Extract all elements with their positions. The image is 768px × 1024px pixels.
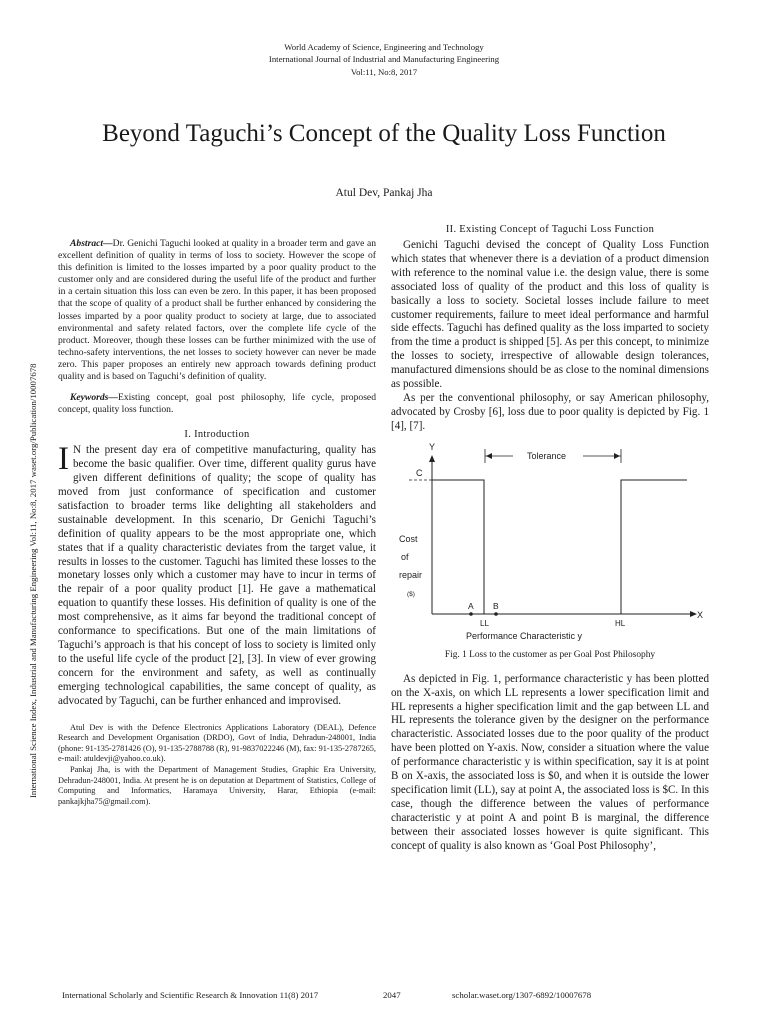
footer-url: scholar.waset.org/1307-6892/10007678 xyxy=(452,990,592,1000)
abstract xyxy=(58,238,376,383)
keywords xyxy=(58,392,376,416)
footnote-author-1: Atul Dev is with the Defence Electronics Applications Laboratory (DEAL), Defence Research and Development Organisation (DRDO), Govt of India, Dehradun-248001, India (phone: 91-135-2781426 (O), 91-135-2788788 (R), 91-9837022246 (M), fax: 91-135-2787265, e-mail: atuldevji@yahoo.co.uk). xyxy=(58,722,376,764)
hl-label: HL xyxy=(615,618,626,628)
y-axis-letter: Y xyxy=(429,441,436,452)
cost-label-line-1: Cost xyxy=(399,533,418,544)
footnote-author-2: Pankaj Jha, is with the Department of Management Studies, Graphic Era University, Dehradun-248001, India. At present he is on deputation at Department of Statistics, College of Computing and Informatics, Haramaya University, Harar, Ethiopia (e-mail: pankajkjha75@gmail.com). xyxy=(58,764,376,806)
point-a-label: A xyxy=(468,600,474,611)
abstract-label: Abstract xyxy=(70,238,104,249)
x-axis-letter: X xyxy=(697,609,704,620)
x-axis-title: Performance Characteristic y xyxy=(466,630,583,641)
cost-label-line-2: of xyxy=(401,551,409,562)
keywords-text: Existing concept, goal post philosophy, life cycle, proposed concept, quality loss function. xyxy=(58,392,376,416)
introduction-heading: I. Introduction xyxy=(184,429,250,441)
point-b-label: B xyxy=(493,600,499,611)
point-a-marker xyxy=(469,612,473,616)
journal-header xyxy=(0,41,768,78)
introduction-paragraph xyxy=(58,441,376,708)
figure-1-caption: Fig. 1 Loss to the customer as per Goal Post Philosophy xyxy=(444,649,656,660)
point-b-marker xyxy=(494,612,498,616)
keywords-dash: — xyxy=(108,392,118,404)
goal-post-diagram xyxy=(391,440,709,650)
tolerance-arrowhead-right xyxy=(614,453,620,459)
right-column xyxy=(391,224,709,853)
existing-concept-paragraph-3: As depicted in Fig. 1, performance characteristic y has been plotted on the X-axis, on which LL represents a lower specification limit and HL represents a higher specification limit and the gap between LL and HL represents the tolerance given by the designer on the performance characteristic. Associated losses due to the poor quality of the product have been plotted on Y-axis. Now, consider a situation where the value of performance characteristic y is within specification, say it is at point B on X-axis, the associated loss is $0, and when it is outside the lower specification limit (LL), say at point A, the associated loss is $C. In this case, though the difference between the values of performance characteristic y at point A and point B is marginal, the difference between their associated losses however is quite significant. This concept of quality is also known as ‘Goal Post Philosophy’, xyxy=(391,672,709,852)
paper-authors: Atul Dev, Pankaj Jha xyxy=(335,187,433,199)
journal-volume: Vol:11, No:8, 2017 xyxy=(350,66,418,77)
footer-page-number: 2047 xyxy=(383,990,401,1000)
keywords-label: Keywords xyxy=(70,392,109,404)
existing-concept-paragraph-2: As per the conventional philosophy, or say American philosophy, advocated by Crosby [6], loss due to poor quality is depicted by Fig. 1 [4], [7]. xyxy=(391,391,709,432)
c-label: C xyxy=(416,467,423,478)
journal-publisher: World Academy of Science, Engineering and Technology xyxy=(284,42,484,52)
cost-label-line-3: repair xyxy=(399,569,423,580)
footnotes xyxy=(58,723,376,808)
abstract-dash: — xyxy=(103,238,113,249)
figure-1 xyxy=(391,440,709,650)
tolerance-label: Tolerance xyxy=(527,450,567,461)
existing-concept-heading: II. Existing Concept of Taguchi Loss Function xyxy=(445,224,655,235)
introduction-text: N the present day era of competitive manufacturing, quality has become the basic qualifier. Over time, different quality gurus have given different definitions of quality; the scope of quality has moved from just conformance of specification and customer satisfaction to broader terms like delighting all stakeholders and sustainable development. In this scenario, Dr Genichi Taguchi’s definition of quality appears to be the most appropriate one, which states that if a quality characteristic deviates from the target value, it results in losses to the customer. Taguchi has limited these losses to the monetary losses only which a customer may have to incur in terms of the repair of a poor quality product [1]. He gave a mathematical equation to quantify these losses. His definition of quality is one of the most comprehensive, as it aims far beyond the traditional concept of conformance to specifications. But one of the main limitations of Taguchi’s approach is that his concept of loss to society is limited only to the useful life cycle of the product [2], [3]. In view of ever growing concern for the environment and safety, as well as continually emerging technological capabilities, the same concept of quality, as advocated by Taguchi, can be further enhanced and improvised. xyxy=(58,444,376,707)
loss-step-line xyxy=(432,480,687,614)
x-axis-arrow xyxy=(690,611,697,617)
y-axis-arrow xyxy=(429,455,435,462)
existing-concept-paragraph-1: Genichi Taguchi devised the concept of Quality Loss Function which states that whenever there is a deviation of a product dimension with reference to the nominal value i.e. the design value, there is some associated loss of quality of the product and this loss of quality is basically a loss to society. Societal losses include failure to meet customer requirements, failure to meet ideal performance and harmful side effects. Taguchi has defined quality as the loss imparted to society from the time a product is shipped [5]. As per this concept, to minimize the losses to society, irrespective of allowable design tolerances, manufactured dimensions should be as close to the nominal dimensions as possible. xyxy=(391,239,709,391)
ll-label: LL xyxy=(480,618,489,628)
drop-cap: I xyxy=(58,441,69,478)
journal-name: International Journal of Industrial and Manufacturing Engineering xyxy=(268,54,500,65)
footer-publisher: International Scholarly and Scientific Research & Innovation 11(8) 2017 xyxy=(62,990,319,1000)
paper-title: Beyond Taguchi’s Concept of the Quality Loss Function xyxy=(102,120,666,147)
abstract-text: Dr. Genichi Taguchi looked at quality in a broader term and gave an excellent definition of quality in terms of loss to society. However the scope of this definition is limited to the losses imparted by a poor quality product to the customer only and are considered during the useful life of the product and further in a certain situation this loss can even be zero. In this paper, it has been proposed that the scope of quality of a product shall be further enhanced by considering the losses imparted by a poor quality product to society at large, due to associated environmental and safety related factors, over the complete life cycle of the product. Moreover, though these losses can be further minimized with the use of techno-safety interventions, the net losses to society however can never be made zero. This paper proposes an entirely new approach towards defining product quality and is based on Taguchi’s definition of quality. xyxy=(58,238,376,383)
sidebar-index-text: International Science Index, Industrial and Manufacturing Engineering Vol:11, No:8, 2017 waset.org/Publication/10007678 xyxy=(28,363,38,798)
unit-label: ($) xyxy=(407,590,415,598)
tolerance-arrowhead-left xyxy=(486,453,492,459)
left-column xyxy=(58,238,376,807)
